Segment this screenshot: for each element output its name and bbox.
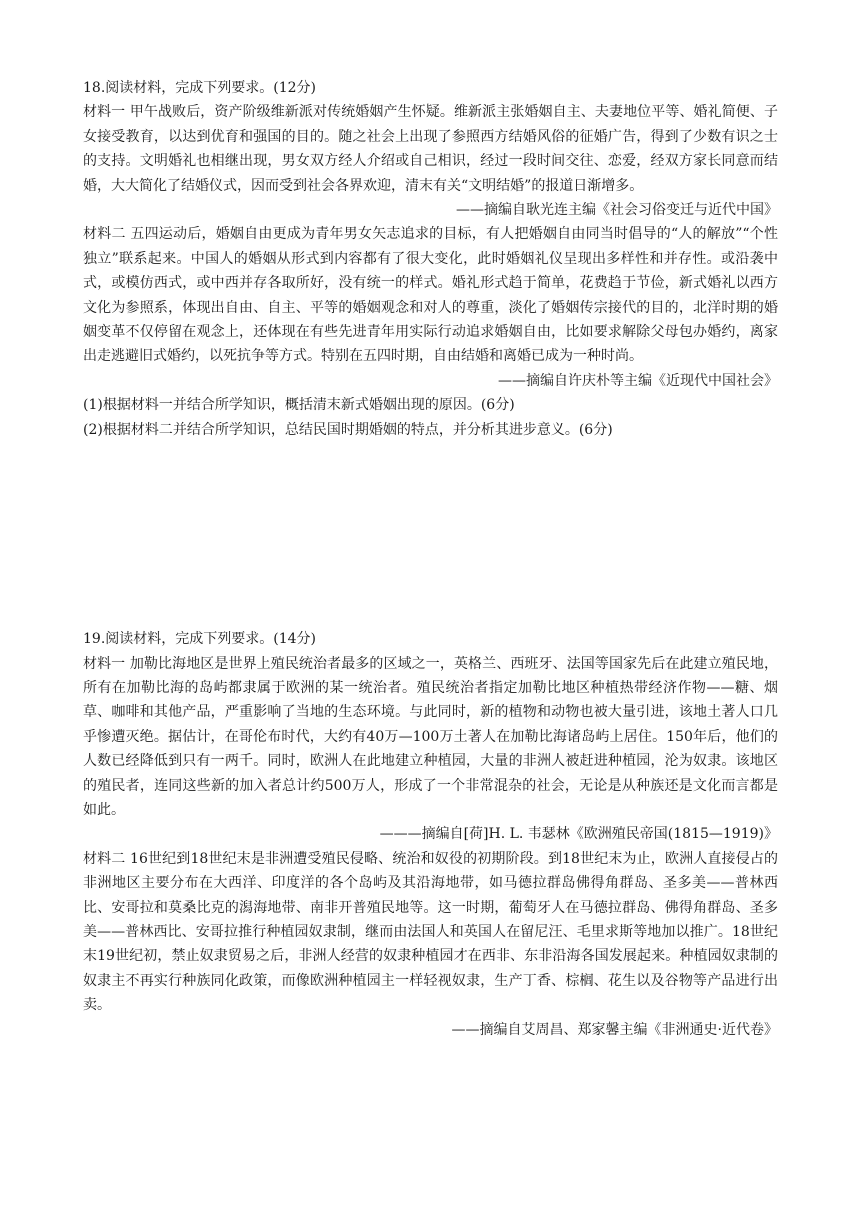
- q18-material-2-source: ——摘编自许庆朴等主编《近现代中国社会》: [498, 372, 778, 389]
- q18-question-1: (1)根据材料一并结合所学知识，概括清末新式婚姻出现的原因。(6分): [83, 397, 515, 414]
- q18-title: 18.阅读材料，完成下列要求。(12分): [83, 80, 317, 96]
- q19-material-2: 材料二 16世纪到18世纪末是非洲遭受殖民侵略、统治和奴役的初期阶段。到18世纪末为止，欧洲人直接侵占的非洲地区主要分布在大西洋、印度洋的各个岛屿及其沿海地带，如马德拉群岛佛得角群岛、圣多美——普林西比、安哥拉和莫桑比克的潟海地带、南非开普殖民地等。这一时期，葡萄牙人在马德拉群岛、佛得角群岛、圣多美——普林西比、安哥拉推行种植园奴隶制，继而由法国人和英国人在留尼汪、毛里求斯等地加以推广。18世纪末19世纪初，禁止奴隶贸易之后，非洲人经营的奴隶种植园才在西非、东非沿海各国发展起来。种植园奴隶制的奴隶主不再实行种族同化政策，而像欧洲种植园主一样轻视奴隶，生产丁香、棕榈、花生以及谷物等产品进行出卖。: [83, 850, 778, 1014]
- answer-space: [83, 442, 778, 627]
- exam-page: [83, 76, 778, 1042]
- q19-material-1-source: ———摘编自[荷]H. L. 韦瑟林《欧洲殖民帝国(1815—1919)》: [379, 826, 778, 843]
- q18-question-2: (2)根据材料二并结合所学知识，总结民国时期婚姻的特点，并分析其进步意义。(6分): [83, 421, 613, 438]
- q18-material-2: 材料二 五四运动后，婚姻自由更成为青年男女矢志追求的目标，有人把婚姻自由同当时倡导的“人的解放”“个性独立”联系起来。中国人的婚姻从形式到内容都有了很大变化，此时婚姻礼仪呈现出多样性和并存性。或沿袭中式，或模仿西式，或中西并存各取所好，没有统一的样式。婚礼形式趋于简单，花费趋于节俭，新式婚礼以西方文化为参照系，体现出自由、自主、平等的婚姻观念和对人的尊重，淡化了婚姻传宗接代的目的，北洋时期的婚姻变革不仅停留在观念上，还体现在有些先进青年用实际行动追求婚姻自由，比如要求解除父母包办婚约，离家出走逃避旧式婚约，以死抗争等方式。特别在五四时期，自由结婚和离婚已成为一种时尚。: [83, 226, 778, 365]
- q19-title: 19.阅读材料，完成下列要求。(14分): [83, 631, 317, 648]
- q19-material-2-source: ——摘编自艾周昌、郑家馨主编《非洲通史·近代卷》: [451, 1021, 778, 1038]
- q18-material-1: 材料一 甲午战败后，资产阶级维新派对传统婚姻产生怀疑。维新派主张婚姻自主、夫妻地位平等、婚礼简便、子女接受教育，以达到优育和强国的目的。随之社会上出现了参照西方结婚风俗的征婚广告，得到了少数有识之士的支持。文明婚礼也相继出现，男女双方经人介绍或自己相识，经过一段时间交往、恋爱，经双方家长同意而结婚，大大简化了结婚仪式，因而受到社会各界欢迎，清末有关“文明结婚”的报道日渐增多。: [83, 104, 778, 194]
- q18-material-1-source: ——摘编自耿光连主编《社会习俗变迁与近代中国》: [456, 202, 778, 219]
- q19-material-1: 材料一 加勒比海地区是世界上殖民统治者最多的区域之一，英格兰、西班牙、法国等国家先后在此建立殖民地，所有在加勒比海的岛屿都隶属于欧洲的某一统治者。殖民统治者指定加勒比地区种植热带经济作物——糖、烟草、咖啡和其他产品，严重影响了当地的生态环境。与此同时，新的植物和动物也被大量引进，该地土著人口几乎惨遭灭绝。据估计，在哥伦布时代，大约有40万—100万土著人在加勒比海诸岛屿上居住。150年后，他们的人数已经降低到只有一两千。同时，欧洲人在此地建立种植园，大量的非洲人被赶进种植园，沦为奴隶。该地区的殖民者，连同这些新的加入者总计约500万人，形成了一个非常混杂的社会，无论是从种族还是文化而言都是如此。: [83, 655, 778, 818]
